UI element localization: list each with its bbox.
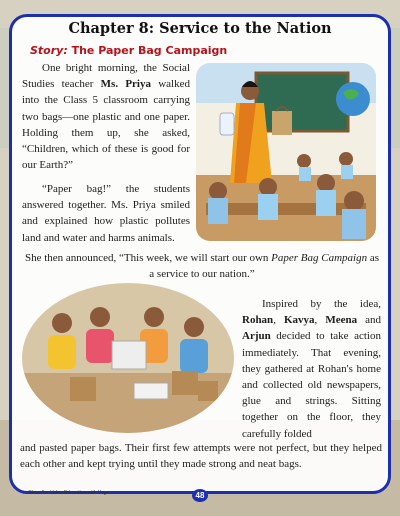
- text: ,: [273, 314, 284, 327]
- child-name: Rohan: [242, 314, 274, 327]
- text: One bright morning, the Social Studies teacher: [22, 62, 190, 91]
- paragraph-3: [22, 250, 382, 282]
- text: walked into the Class 5 classroom carrying two bags—one plastic and one paper. Holding them up, she asked, “Children, which of these is good for our Earth?”: [22, 78, 190, 172]
- campaign-name: Paper Bag Campaign: [271, 252, 368, 264]
- story-label: Story:: [30, 44, 68, 57]
- paragraph-4: [242, 296, 381, 442]
- page-number: 48: [192, 489, 208, 502]
- text: ,: [314, 314, 326, 327]
- text: She then announced, “This week, we will start our own: [24, 252, 272, 264]
- text: and: [357, 314, 381, 327]
- paragraph-1: [22, 60, 190, 173]
- story-title: The Paper Bag Campaign: [71, 44, 228, 57]
- story-heading: [30, 44, 227, 57]
- classroom-illustration: [196, 63, 376, 241]
- text: Inspired by the idea,: [262, 298, 381, 310]
- paragraph-2: “Paper bag!” the students answered together. Ms. Priya smiled and explained how plastic pollutes land and water and harms animals.: [22, 183, 190, 244]
- children-making-bags-illustration: [22, 283, 234, 433]
- paragraph-5: and pasted paper bags. Their first few attempts were not perfect, but they helped each other and kept trying until they made strong and neat bags.: [20, 442, 382, 471]
- chapter-title: Chapter 8: Service to the Nation: [68, 20, 332, 37]
- text: as a service to our nation.”: [149, 252, 380, 281]
- text: decided to take action immediately. That evening, they gathered at Rohan's home and collected old newspapers, glue and strings. Sitting together on the floor, they carefully folded: [242, 330, 381, 440]
- child-name: Meena: [325, 314, 358, 327]
- child-name: Kavya: [283, 314, 315, 327]
- footer-text: Class 5 – Value Education with Yoga: [28, 490, 110, 496]
- teacher-name: Ms. Priya: [100, 78, 151, 91]
- child-name: Arjun: [242, 330, 271, 343]
